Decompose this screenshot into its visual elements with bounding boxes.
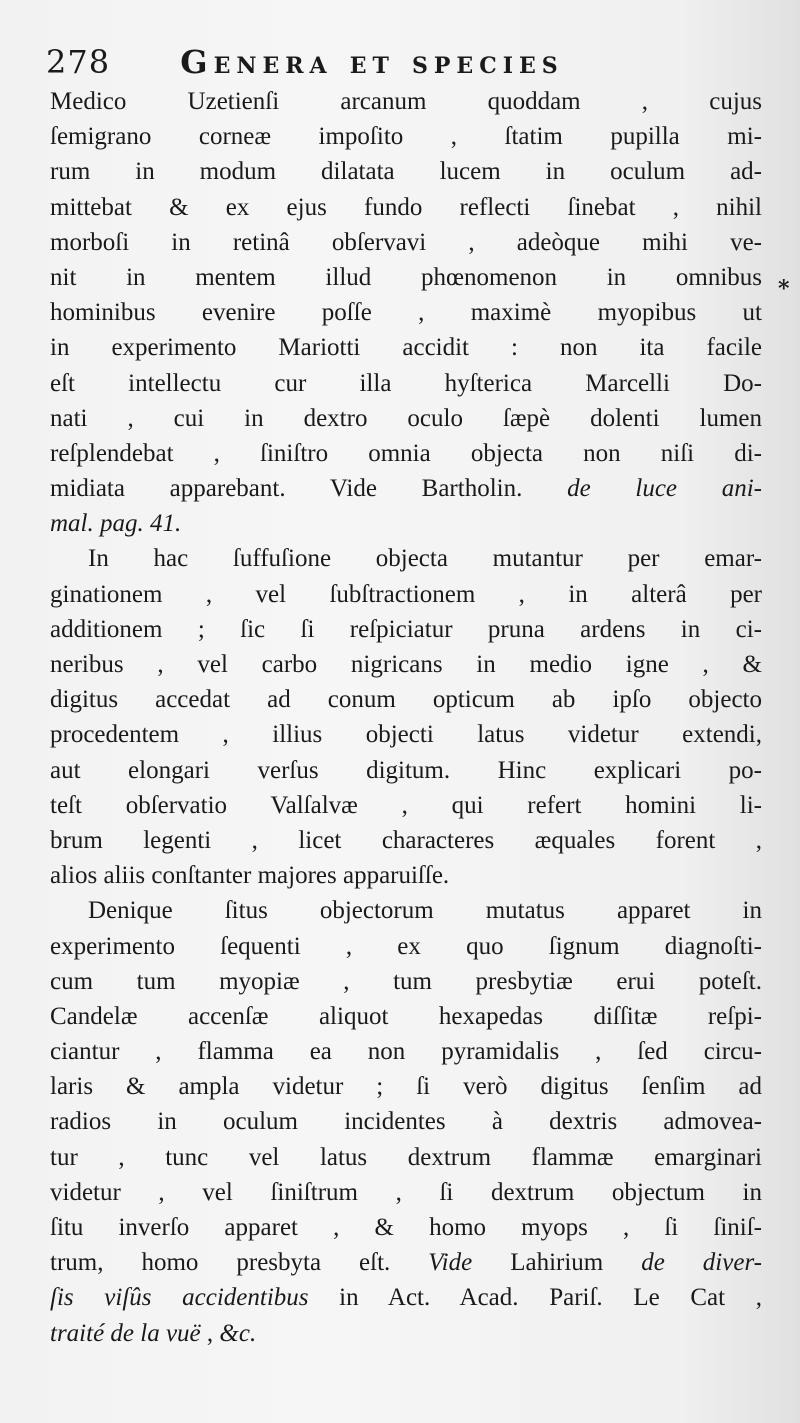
text-line xyxy=(50,858,762,893)
text-span: in Act. Acad. Pariſ. Le Cat , xyxy=(308,1284,762,1312)
text-span: In hac ſuffuſione objecta mutantur per emar- xyxy=(88,545,762,573)
text-span: radios in oculum incidentes à dextris admovea- xyxy=(50,1108,762,1136)
running-head xyxy=(46,40,766,84)
text-span: ſitu inverſo apparet , & homo myops , ſi ſiniſ- xyxy=(50,1214,762,1241)
text-span: Denique ſitus objectorum mutatus apparet in xyxy=(88,897,762,925)
text-span: , xyxy=(200,1319,220,1347)
text-span: in experimento Mariotti accidit : non ita facile xyxy=(50,334,762,362)
text-span: ginationem , vel ſubſtractionem , in alterâ per xyxy=(50,580,762,608)
text-line xyxy=(50,471,762,506)
text-line xyxy=(50,260,762,295)
page-number: 278 xyxy=(46,43,111,81)
body-text xyxy=(50,84,762,1351)
text-line xyxy=(50,190,762,225)
text-span: neribus , vel carbo nigricans in medio igne , & xyxy=(50,651,762,678)
text-span: hominibus evenire poſſe , maximè myopibus ut xyxy=(50,299,762,327)
text-line xyxy=(50,1280,762,1315)
text-line xyxy=(50,1069,762,1104)
text-span: digitus accedat ad conum opticum ab ipſo objecto xyxy=(50,686,762,714)
text-line xyxy=(50,401,762,436)
text-line xyxy=(50,682,762,717)
text-span: aut elongari verſus digitum. Hinc explicari po- xyxy=(50,756,762,784)
text-line xyxy=(50,999,762,1034)
text-line xyxy=(50,717,762,752)
text-span: experimento ſequenti , ex quo ſignum diagnoſti- xyxy=(50,932,762,960)
text-line xyxy=(50,929,762,964)
text-span: additionem ; ſic ſi reſpiciatur pruna ardens in ci- xyxy=(50,615,762,643)
text-span: mittebat & ex ejus fundo reflecti ſinebat , nihil xyxy=(50,193,762,221)
text-line xyxy=(50,506,762,541)
italic-span: Vide xyxy=(428,1249,473,1277)
text-line xyxy=(50,84,762,119)
text-span: tur , tunc vel latus dextrum flammæ emarginari xyxy=(50,1143,762,1171)
text-line xyxy=(50,1210,762,1245)
text-span: reſplendebat , ſiniſtro omnia objecta non niſi di- xyxy=(50,439,762,467)
text-line xyxy=(50,225,762,260)
text-span: procedentem , illius objecti latus videtur extendi, xyxy=(50,721,762,749)
text-span: midiata apparebant. Vide Bartholin. xyxy=(50,475,568,503)
text-span: brum legenti , licet characteres æquales forent , xyxy=(50,826,762,854)
text-line xyxy=(50,1104,762,1139)
text-line xyxy=(50,1034,762,1069)
text-span: rum in modum dilatata lucem in oculum ad- xyxy=(50,158,762,186)
text-span: morboſi in retinâ obſervavi , adeòque mihi ve- xyxy=(50,228,762,256)
text-line xyxy=(50,1175,762,1210)
italic-span: &c. xyxy=(219,1319,257,1347)
text-line xyxy=(50,823,762,858)
running-title: Genera et species xyxy=(180,43,564,81)
text-span: videtur , vel ſiniſtrum , ſi dextrum objectum in xyxy=(50,1178,762,1206)
text-span: Candelæ accenſæ aliquot hexapedas diſſitæ reſpi- xyxy=(50,1002,762,1030)
text-span: cum tum myopiæ , tum presbytiæ erui poteſt. xyxy=(50,967,762,995)
text-line xyxy=(50,119,762,154)
text-line xyxy=(50,788,762,823)
text-span: Medico Uzetienſi arcanum quoddam , cujus xyxy=(50,88,762,115)
text-line xyxy=(50,612,762,647)
text-line xyxy=(50,893,762,928)
text-line xyxy=(50,541,762,576)
text-line xyxy=(50,1140,762,1175)
text-line xyxy=(50,647,762,682)
italic-span: ſis viſûs accidentibus xyxy=(50,1284,309,1312)
text-line xyxy=(50,295,762,330)
text-span: ſemigrano corneæ impoſito , ſtatim pupilla mi- xyxy=(50,123,762,151)
italic-span: mal. pag. 41. xyxy=(50,510,182,538)
text-span: ciantur , flamma ea non pyramidalis , ſed circu- xyxy=(50,1038,762,1066)
text-line xyxy=(50,964,762,999)
text-line xyxy=(50,366,762,401)
italic-span: de luce ani- xyxy=(567,475,762,503)
italic-span: de diver- xyxy=(641,1249,763,1277)
margin-mark: * xyxy=(778,276,790,302)
text-line xyxy=(50,436,762,471)
text-line xyxy=(50,1245,762,1280)
text-span: teſt obſervatio Valſalvæ , qui refert homini li- xyxy=(50,791,762,819)
text-line xyxy=(50,1316,762,1351)
text-span: trum, homo presbyta eſt. xyxy=(50,1249,429,1277)
text-span: eſt intellectu cur illa hyſterica Marcelli Do- xyxy=(50,369,762,397)
text-span: laris & ampla videtur ; ſi verò digitus ſenſim ad xyxy=(50,1073,762,1101)
text-line xyxy=(50,330,762,365)
text-line xyxy=(50,753,762,788)
text-line xyxy=(50,154,762,189)
text-span: Lahirium xyxy=(472,1249,642,1277)
italic-span: traité de la vuë xyxy=(50,1319,201,1347)
text-span: alios aliis conſtanter majores apparuiſſe. xyxy=(50,862,450,890)
text-span: nit in mentem illud phœnomenon in omnibus xyxy=(50,263,762,291)
text-span: nati , cui in dextro oculo ſæpè dolenti lumen xyxy=(50,404,762,432)
text-line xyxy=(50,577,762,612)
